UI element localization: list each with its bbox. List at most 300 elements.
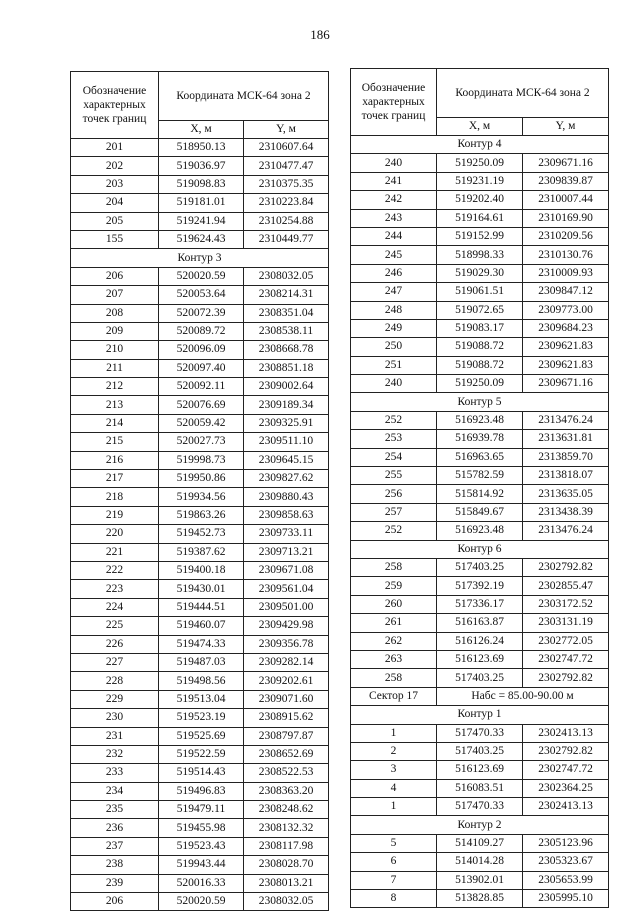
coord-x: 520092.11 (159, 378, 244, 396)
coord-y: 2313818.07 (523, 467, 609, 485)
table-row (71, 764, 329, 782)
sector-height-range: Набс = 85.00-90.00 м (437, 687, 609, 705)
point-id: 224 (71, 598, 159, 616)
table-row (71, 580, 329, 598)
point-id: 155 (71, 230, 159, 248)
table-row (71, 304, 329, 322)
coord-x: 520096.09 (159, 341, 244, 359)
table-row (351, 467, 609, 485)
coord-y: 2302364.25 (523, 779, 609, 797)
point-id: 207 (71, 286, 159, 304)
header-coordinate-title: Координата МСК-64 зона 2 (437, 69, 609, 118)
coord-y: 2309325.91 (244, 414, 329, 432)
table-row (351, 761, 609, 779)
header-point-column: Обозначение характерных точек границ (351, 69, 437, 136)
point-id: 3 (351, 761, 437, 779)
coord-y: 2309671.16 (523, 375, 609, 393)
coord-x: 519624.43 (159, 230, 244, 248)
coord-x: 519934.56 (159, 488, 244, 506)
coord-x: 516939.78 (437, 430, 523, 448)
point-id: 263 (351, 650, 437, 668)
point-id: 236 (71, 819, 159, 837)
table-row (351, 172, 609, 190)
coord-x: 514109.27 (437, 834, 523, 852)
table-row (71, 286, 329, 304)
coord-y: 2308522.53 (244, 764, 329, 782)
table-row (71, 470, 329, 488)
header-x: X, м (437, 118, 523, 136)
point-id: 6 (351, 853, 437, 871)
table-row (71, 893, 329, 911)
coord-x: 517403.25 (437, 742, 523, 760)
coord-y: 2308652.69 (244, 745, 329, 763)
coord-x: 517336.17 (437, 595, 523, 613)
point-id: 5 (351, 834, 437, 852)
table-row (351, 614, 609, 632)
coord-y: 2310169.90 (523, 209, 609, 227)
table-row (71, 157, 329, 175)
table-row (71, 230, 329, 248)
table-row (71, 139, 329, 157)
coord-x: 519181.01 (159, 194, 244, 212)
table-row (71, 709, 329, 727)
section-row (71, 249, 329, 267)
point-id: 206 (71, 893, 159, 911)
coord-y: 2309189.34 (244, 396, 329, 414)
point-id: 240 (351, 375, 437, 393)
coord-y: 2310477.47 (244, 157, 329, 175)
coord-y: 2309282.14 (244, 653, 329, 671)
coord-y: 2302413.13 (523, 724, 609, 742)
coord-y: 2305323.67 (523, 853, 609, 871)
coord-y: 2310130.76 (523, 246, 609, 264)
table-row (351, 246, 609, 264)
point-id: 205 (71, 212, 159, 230)
table-row (71, 359, 329, 377)
header-y: Y, м (523, 118, 609, 136)
table-row (71, 396, 329, 414)
coord-y: 2302747.72 (523, 761, 609, 779)
coordinates-table-left (70, 71, 329, 911)
table-row (71, 175, 329, 193)
coord-y: 2308028.70 (244, 856, 329, 874)
coord-x: 514014.28 (437, 853, 523, 871)
table-row (351, 283, 609, 301)
coord-x: 516963.65 (437, 448, 523, 466)
coord-x: 520020.59 (159, 893, 244, 911)
coord-y: 2309839.87 (523, 172, 609, 190)
table-row (71, 874, 329, 892)
point-id: 219 (71, 506, 159, 524)
coord-x: 519452.73 (159, 525, 244, 543)
table-row (71, 782, 329, 800)
coord-y: 2308132.32 (244, 819, 329, 837)
point-id: 212 (71, 378, 159, 396)
coord-x: 516163.87 (437, 614, 523, 632)
point-id: 8 (351, 890, 437, 908)
table-row (351, 724, 609, 742)
point-id: 254 (351, 448, 437, 466)
point-id: 237 (71, 837, 159, 855)
coord-y: 2309511.10 (244, 433, 329, 451)
coord-y: 2308668.78 (244, 341, 329, 359)
section-title: Контур 3 (71, 249, 329, 267)
point-id: 248 (351, 301, 437, 319)
coord-y: 2309773.00 (523, 301, 609, 319)
coord-y: 2309202.61 (244, 672, 329, 690)
coord-x: 519241.94 (159, 212, 244, 230)
point-id: 229 (71, 690, 159, 708)
coord-y: 2313635.05 (523, 485, 609, 503)
coord-x: 516123.69 (437, 650, 523, 668)
table-row (71, 837, 329, 855)
coord-x: 519525.69 (159, 727, 244, 745)
point-id: 230 (71, 709, 159, 727)
coord-x: 515814.92 (437, 485, 523, 503)
coord-x: 520053.64 (159, 286, 244, 304)
point-id: 245 (351, 246, 437, 264)
table-row (71, 561, 329, 579)
point-id: 235 (71, 801, 159, 819)
point-id: 256 (351, 485, 437, 503)
coord-x: 519036.97 (159, 157, 244, 175)
coord-x: 517403.25 (437, 669, 523, 687)
point-id: 214 (71, 414, 159, 432)
coord-y: 2313859.70 (523, 448, 609, 466)
coord-x: 518950.13 (159, 139, 244, 157)
point-id: 261 (351, 614, 437, 632)
coord-x: 519083.17 (437, 319, 523, 337)
coord-x: 519487.03 (159, 653, 244, 671)
header-y: Y, м (244, 121, 329, 139)
point-id: 257 (351, 503, 437, 521)
coord-x: 519072.65 (437, 301, 523, 319)
point-id: 7 (351, 871, 437, 889)
table-row (71, 506, 329, 524)
point-id: 259 (351, 577, 437, 595)
coord-y: 2309847.12 (523, 283, 609, 301)
point-id: 244 (351, 227, 437, 245)
coord-y: 2302855.47 (523, 577, 609, 595)
coord-y: 2309002.64 (244, 378, 329, 396)
coord-y: 2302413.13 (523, 798, 609, 816)
point-id: 252 (351, 522, 437, 540)
coord-x: 519998.73 (159, 451, 244, 469)
coord-y: 2308013.21 (244, 874, 329, 892)
coord-x: 519061.51 (437, 283, 523, 301)
coord-x: 519523.43 (159, 837, 244, 855)
point-id: 249 (351, 319, 437, 337)
table-row (351, 356, 609, 374)
coord-y: 2302772.05 (523, 632, 609, 650)
table-row (71, 322, 329, 340)
coord-y: 2308351.04 (244, 304, 329, 322)
coord-x: 519387.62 (159, 543, 244, 561)
point-id: 243 (351, 209, 437, 227)
coord-y: 2303131.19 (523, 614, 609, 632)
coord-x: 519513.04 (159, 690, 244, 708)
table-row (351, 338, 609, 356)
point-id: 251 (351, 356, 437, 374)
section-row (351, 136, 609, 154)
coord-x: 519943.44 (159, 856, 244, 874)
table-row (71, 525, 329, 543)
header-point-column: Обозначение характерных точек границ (71, 72, 159, 139)
coord-x: 519498.56 (159, 672, 244, 690)
table-row (71, 488, 329, 506)
coord-x: 520016.33 (159, 874, 244, 892)
point-id: 253 (351, 430, 437, 448)
coord-y: 2303172.52 (523, 595, 609, 613)
point-id: 1 (351, 724, 437, 742)
coord-x: 520020.59 (159, 267, 244, 285)
coord-y: 2310607.64 (244, 139, 329, 157)
coord-y: 2313476.24 (523, 522, 609, 540)
table-row (71, 617, 329, 635)
point-id: 222 (71, 561, 159, 579)
coord-x: 517403.25 (437, 558, 523, 576)
table-row (351, 650, 609, 668)
point-id: 209 (71, 322, 159, 340)
coord-x: 520097.40 (159, 359, 244, 377)
coord-y: 2308117.98 (244, 837, 329, 855)
table-row (71, 378, 329, 396)
point-id: 221 (71, 543, 159, 561)
table-row (71, 543, 329, 561)
coord-x: 517392.19 (437, 577, 523, 595)
header-coordinate-title: Координата МСК-64 зона 2 (159, 72, 329, 121)
point-id: 239 (71, 874, 159, 892)
coord-x: 519455.98 (159, 819, 244, 837)
table-row (351, 448, 609, 466)
coord-y: 2309671.08 (244, 561, 329, 579)
coord-x: 515849.67 (437, 503, 523, 521)
coord-y: 2309671.16 (523, 154, 609, 172)
table-row (351, 227, 609, 245)
sector-row (351, 687, 609, 705)
table-row (71, 341, 329, 359)
coord-y: 2309621.83 (523, 356, 609, 374)
coord-x: 519152.99 (437, 227, 523, 245)
section-title: Контур 6 (351, 540, 609, 558)
coord-y: 2313476.24 (523, 411, 609, 429)
table-row (71, 727, 329, 745)
table-row (71, 414, 329, 432)
section-row (351, 540, 609, 558)
coord-y: 2308797.87 (244, 727, 329, 745)
point-id: 225 (71, 617, 159, 635)
coord-x: 516126.24 (437, 632, 523, 650)
coord-y: 2310449.77 (244, 230, 329, 248)
coord-x: 519444.51 (159, 598, 244, 616)
point-id: 203 (71, 175, 159, 193)
coordinates-table-right (350, 68, 609, 908)
page-number: 186 (310, 27, 330, 42)
coord-y: 2310223.84 (244, 194, 329, 212)
table-row (351, 264, 609, 282)
table-row (351, 595, 609, 613)
coord-x: 519523.19 (159, 709, 244, 727)
coord-x: 518998.33 (437, 246, 523, 264)
coord-x: 519231.19 (437, 172, 523, 190)
table-row (351, 375, 609, 393)
section-row (351, 393, 609, 411)
point-id: 211 (71, 359, 159, 377)
point-id: 226 (71, 635, 159, 653)
coord-x: 519088.72 (437, 338, 523, 356)
section-row (351, 706, 609, 724)
coord-x: 516123.69 (437, 761, 523, 779)
coord-x: 519202.40 (437, 191, 523, 209)
sector-label: Сектор 17 (351, 687, 437, 705)
table-row (351, 798, 609, 816)
point-id: 210 (71, 341, 159, 359)
coord-y: 2302747.72 (523, 650, 609, 668)
table-row (351, 853, 609, 871)
coord-y: 2305653.99 (523, 871, 609, 889)
coord-x: 516923.48 (437, 522, 523, 540)
coord-y: 2309561.04 (244, 580, 329, 598)
point-id: 217 (71, 470, 159, 488)
table-row (71, 194, 329, 212)
table-row (351, 522, 609, 540)
coord-x: 519522.59 (159, 745, 244, 763)
point-id: 234 (71, 782, 159, 800)
coord-x: 516923.48 (437, 411, 523, 429)
table-row (71, 690, 329, 708)
table-row (71, 212, 329, 230)
coord-x: 519950.86 (159, 470, 244, 488)
table-row (351, 669, 609, 687)
coord-y: 2308032.05 (244, 893, 329, 911)
coord-y: 2310007.44 (523, 191, 609, 209)
point-id: 215 (71, 433, 159, 451)
coord-x: 520027.73 (159, 433, 244, 451)
coord-x: 519250.09 (437, 154, 523, 172)
table-row (351, 191, 609, 209)
coord-x: 519460.07 (159, 617, 244, 635)
table-row (351, 779, 609, 797)
coord-y: 2309356.78 (244, 635, 329, 653)
point-id: 208 (71, 304, 159, 322)
table-row (351, 834, 609, 852)
coord-y: 2309645.15 (244, 451, 329, 469)
section-title: Контур 1 (351, 706, 609, 724)
coord-y: 2308538.11 (244, 322, 329, 340)
point-id: 247 (351, 283, 437, 301)
point-id: 1 (351, 798, 437, 816)
point-id: 250 (351, 338, 437, 356)
coord-y: 2302792.82 (523, 558, 609, 576)
point-id: 213 (71, 396, 159, 414)
table-row (351, 890, 609, 908)
coord-x: 519863.26 (159, 506, 244, 524)
point-id: 246 (351, 264, 437, 282)
point-id: 218 (71, 488, 159, 506)
coord-y: 2309684.23 (523, 319, 609, 337)
coord-x: 515782.59 (437, 467, 523, 485)
table-row (351, 577, 609, 595)
point-id: 232 (71, 745, 159, 763)
coord-y: 2308363.20 (244, 782, 329, 800)
coord-y: 2309713.21 (244, 543, 329, 561)
coord-y: 2310009.93 (523, 264, 609, 282)
table-row (351, 742, 609, 760)
coord-x: 519400.18 (159, 561, 244, 579)
table-row (71, 433, 329, 451)
coord-y: 2310254.88 (244, 212, 329, 230)
table-row (351, 558, 609, 576)
point-id: 2 (351, 742, 437, 760)
coord-y: 2309429.98 (244, 617, 329, 635)
coord-y: 2308915.62 (244, 709, 329, 727)
coord-y: 2308032.05 (244, 267, 329, 285)
coord-y: 2309858.63 (244, 506, 329, 524)
table-row (351, 503, 609, 521)
coord-x: 513902.01 (437, 871, 523, 889)
table-row (71, 653, 329, 671)
section-title: Контур 4 (351, 136, 609, 154)
table-row (351, 430, 609, 448)
point-id: 255 (351, 467, 437, 485)
point-id: 233 (71, 764, 159, 782)
point-id: 242 (351, 191, 437, 209)
table-row (71, 745, 329, 763)
coord-y: 2313438.39 (523, 503, 609, 521)
point-id: 202 (71, 157, 159, 175)
point-id: 220 (71, 525, 159, 543)
table-row (71, 267, 329, 285)
coord-x: 517470.33 (437, 798, 523, 816)
coord-y: 2302792.82 (523, 742, 609, 760)
point-id: 262 (351, 632, 437, 650)
point-id: 204 (71, 194, 159, 212)
point-id: 223 (71, 580, 159, 598)
point-id: 252 (351, 411, 437, 429)
coord-y: 2309880.43 (244, 488, 329, 506)
coord-y: 2309501.00 (244, 598, 329, 616)
coord-x: 520059.42 (159, 414, 244, 432)
point-id: 216 (71, 451, 159, 469)
table-row (351, 411, 609, 429)
coord-x: 519474.33 (159, 635, 244, 653)
coord-y: 2309827.62 (244, 470, 329, 488)
point-id: 201 (71, 139, 159, 157)
coord-x: 519430.01 (159, 580, 244, 598)
section-title: Контур 2 (351, 816, 609, 834)
point-id: 238 (71, 856, 159, 874)
coord-y: 2310375.35 (244, 175, 329, 193)
coord-y: 2309071.60 (244, 690, 329, 708)
table-row (351, 209, 609, 227)
coord-y: 2305123.96 (523, 834, 609, 852)
table-row (351, 319, 609, 337)
table-row (71, 451, 329, 469)
point-id: 228 (71, 672, 159, 690)
coord-x: 513828.85 (437, 890, 523, 908)
coord-x: 519496.83 (159, 782, 244, 800)
coord-x: 519098.83 (159, 175, 244, 193)
table-row (71, 819, 329, 837)
coord-x: 520072.39 (159, 304, 244, 322)
header-x: X, м (159, 121, 244, 139)
point-id: 258 (351, 669, 437, 687)
coord-y: 2308214.31 (244, 286, 329, 304)
coord-y: 2309621.83 (523, 338, 609, 356)
coord-y: 2309733.11 (244, 525, 329, 543)
table-row (351, 301, 609, 319)
table-row (351, 485, 609, 503)
